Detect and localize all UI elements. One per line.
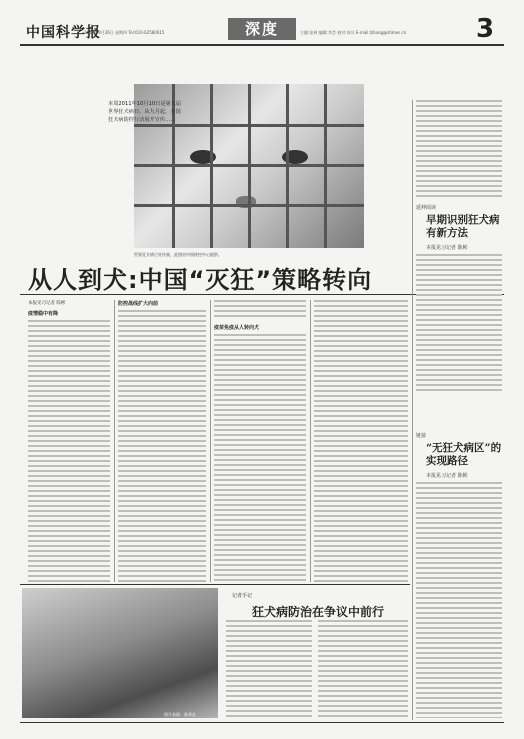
sidebar-title-2: “无狂犬病区”的实现路径	[426, 442, 502, 467]
bottom-article-column	[226, 620, 312, 718]
sidebar-column	[416, 482, 502, 718]
subhead-1: 疫情稳中有降	[28, 311, 59, 317]
cage-bar	[134, 164, 364, 167]
bottom-photo	[22, 588, 218, 718]
bottom-photo-credit: 图片来源：新华社	[164, 712, 196, 717]
cage-bar	[134, 124, 364, 127]
bottom-column-tag: 记者手记	[232, 593, 253, 599]
article-column	[314, 300, 408, 582]
subhead-3: 疫苗免疫从人转向犬	[214, 325, 260, 331]
page-number: 3	[476, 14, 495, 44]
footer-rule	[20, 722, 504, 723]
section-label: 深度	[228, 18, 296, 40]
main-headline: 从人到犬:中国“灭狂”策略转向	[28, 266, 373, 294]
sidebar-tag-1: 延伸阅读	[416, 205, 437, 211]
bottom-rule	[20, 584, 410, 585]
sidebar-tag-2: 链接	[416, 433, 427, 439]
article-column	[214, 334, 306, 582]
header-meta-right: 主编:张林 编辑:李芸 校对:何川 E-mail:lzhang@stimes.cn	[300, 30, 407, 35]
column-divider	[310, 300, 311, 582]
article-column	[28, 320, 110, 582]
article-column	[214, 300, 306, 320]
sidebar-byline-2: 本报见习记者 陈彬	[426, 473, 468, 479]
article-column	[118, 310, 206, 582]
column-divider	[114, 300, 115, 582]
subhead-2: 防控战线扩大向前	[118, 301, 159, 307]
sidebar-column	[416, 254, 502, 394]
bottom-title: 狂犬病防治在争议中前行	[252, 605, 385, 619]
lead-paragraph: 本周2011年10月10日是第五届世界狂犬病日，从九月起，全国狂犬病防控行动展开宣传……	[108, 101, 182, 123]
header-rule	[20, 44, 504, 46]
masthead: 中国科学报	[26, 25, 101, 41]
sidebar-divider	[412, 100, 413, 720]
sidebar-byline-1: 本报见习记者 陈彬	[426, 245, 468, 251]
photo-caption: 世界狂犬病日宣传画，此图由中国疾控中心提供。	[134, 252, 222, 257]
sidebar-column	[416, 100, 502, 200]
column-divider	[210, 300, 211, 582]
bottom-article-column	[318, 620, 408, 718]
header-meta-left: 2013年9月26日 星期四 Tel:010-62580615	[84, 30, 165, 35]
sidebar-title-1: 早期识别狂犬病有新方法	[426, 214, 500, 239]
article-byline: 本报见习记者 陈彬	[28, 301, 66, 306]
cage-bar	[134, 204, 364, 207]
